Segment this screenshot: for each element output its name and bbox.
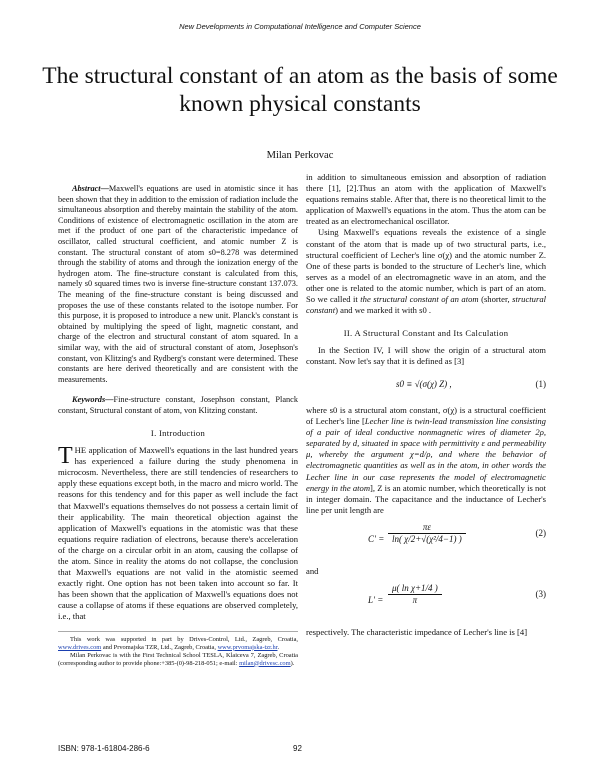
equation-3-denominator: π xyxy=(412,594,418,605)
p4-text-a: where s0 is a structural atom constant, σ(χ) is a structural coefficient of Lecher's line [ xyxy=(306,405,546,427)
intro-paragraph xyxy=(58,445,298,623)
drop-cap: T xyxy=(58,443,73,470)
abstract-label: Abstract— xyxy=(72,184,109,193)
footnote-funding-text: This work was supported in part by Drives-Control, Ltd., Zagreb, Croatia, xyxy=(70,635,298,643)
p2-text-b: (shorter, xyxy=(478,294,513,305)
equation-3-lhs: L′ = xyxy=(368,595,384,606)
abstract xyxy=(58,184,298,385)
running-header: New Developments in Computational Intelligence and Computer Science xyxy=(179,22,421,31)
p2-emphasis-2: structural constant xyxy=(306,294,547,316)
footer-isbn: ISBN: 978-1-61804-286-6 xyxy=(58,744,150,753)
equation-3-numerator: μ( ln χ+1/4 ) xyxy=(388,583,442,595)
footnote-funding-end: . xyxy=(277,643,280,651)
equation-1-number: (1) xyxy=(535,379,546,389)
p2-text-a: Using Maxwell's equations reveals the existence of a single constant of the atom that is made up of two structural parts, i.e., structural coefficient of Lecher's line σ(χ) and the atomic number Z. One of these parts is bonded to the structure of Lecher's line, which serves as a model of an electromagnetic wave in an atom, and the other one is related to the atomic number, which is part of an atom. So we called it xyxy=(306,227,546,305)
equation-3-number: (3) xyxy=(535,589,546,600)
intro-text: HE application of Maxwell's equations in the last hundred years has experienced a failure during the study phenomena in microcosm. Nevertheless, there are still tendencies of researchers to apply these equations except both, in the macro and micro world. The reasons for this tendency and for this paper as well include the fact that Maxwell's equations themselves do not possess a certain limit of their applicability. The main theoretical objection against the application of Maxwell's equations in the atomistic was that these equations require radiation of electrons, because there's acceleration of the charge on a circular orbit in an atom, causing the collapse of the atom. Since in reality the atoms do not collapse, the conclusion that Maxwell's equations are not valid in the atomistic seemed exactly right. One option has not been taken into account so far. It has been shown that the application of Maxwell's equations does not cause a collapse of atoms if these equations are observed completely, i.e., that xyxy=(58,445,298,622)
equation-3-fraction xyxy=(368,583,442,606)
p4-emphasis: Lecher line is twin-lead transmission line consisting of a pair of ideal conductive nonmagnetic wires of diameter 2ρ, separated by d, situated in space with permittivity ε and permeability μ, whereby the argument χ=d/ρ, and where the behavior of electromagnetic quantities as well as in the atom, in other words the Lecher line in our case represents the model of electromagnetic energy in the atom xyxy=(306,416,546,493)
keywords-text: Fine-structure constant, Josephson constant, Planck constant, Structural constant of atom, von Klitzing constant. xyxy=(58,395,298,415)
p2-emphasis: the structural constant of an atom xyxy=(360,294,479,305)
footnote-funding-mid: and Prvomajska TZR, Ltd., Zagreb, Croatia, xyxy=(101,643,218,651)
equation-2-lhs: C′ = xyxy=(368,533,385,544)
and-word: and xyxy=(306,565,319,576)
page-number: 92 xyxy=(293,744,302,753)
author-name: Milan Perkovac xyxy=(266,150,334,161)
p4-text-b: ], Z is an atomic number, which theoretically is not in integer domain. The capacitance and the inductance of Lecher's line per unit length are xyxy=(306,482,546,515)
prvomajska-link[interactable]: www.prvomajska-tzr.hr xyxy=(217,643,278,651)
keywords-label: Keywords— xyxy=(72,395,114,405)
drives-link[interactable]: www.drives.com xyxy=(58,643,102,651)
equation-1 xyxy=(306,373,546,399)
equation-2-number: (2) xyxy=(535,527,546,538)
right-column xyxy=(306,172,546,638)
section-heading-structural-constant: II. A Structural Constant and Its Calculation xyxy=(343,328,509,339)
equation-2-denominator: ln( χ/2+√(χ²/4−1) ) xyxy=(392,533,462,544)
body-paragraph-5: respectively. The characteristic impedance of Lecher's line is [4] xyxy=(306,627,528,638)
equation-2-fraction xyxy=(368,521,466,544)
equation-1-expr: s0 ≡ √(σ(χ) Z) , xyxy=(396,379,452,389)
equation-2 xyxy=(306,522,546,560)
body-paragraph-2 xyxy=(306,227,546,316)
section-heading-introduction: I. Introduction xyxy=(150,428,206,439)
footnote-funding xyxy=(58,636,298,652)
footnote-author-text: Milan Perkovac is with the First Technical School TESLA, Klaiceva 7, Zagreb, Croatia (corresponding author to provide phone:+385-(0)-98-218-051; e-mail: xyxy=(58,651,298,667)
left-column xyxy=(58,172,298,668)
abstract-text: Maxwell's equations are used in atomistic since it has been shown that they in addition to the emission of radiation include the simultaneous absorption and thereby maintain the stability of the atom. Conditions of existence of electromagnetic oscillation in the atom are met if the product of one part of the characteristic impedance of oscillator, called structural coefficient, and atomic number Z is constant. The structural constant of atom s0=8.278 was determined through the stability of atoms and through the ionization energy of the hydrogen atom. The fine-structure constant is calculated from this, namely s0 squared times two is inverse fine-structure constant 137.073. The meaning of the fine-structure constant is being discussed and proposes the use of these constants related to the isotope number. For this purpose, it is proposed to introduce a new unit. Planck's constant is obtained by multiplying the speed of light, magnetic constant, and charge of the electron and structural constant of atom squared. In a similar way, with the aid of structural constant of atom, Josephson's constant, von Klitzing's and Rydberg's constant were determined. These constants are here derived theoretically and are consistent with the measurements. xyxy=(58,184,298,384)
footnote-author xyxy=(58,652,298,668)
p2-text-c: ) and we marked it with s0 . xyxy=(335,305,432,316)
body-paragraph-1: in addition to simultaneous emission and absorption of radiation there [1], [2].Thus an atom with the application of Maxwell's equations remains stable. After that, there is no theoretical limit to the application of Maxwell's equations in the atom. Thus the atom can be treated as an electromechanical oscillator. xyxy=(306,172,546,227)
footnotes xyxy=(58,631,298,668)
equation-3 xyxy=(306,583,546,621)
email-link[interactable]: milan@drivesc.com xyxy=(239,659,291,667)
body-paragraph-3: In the Section IV, I will show the origin of a structural atom constant. Now let's say that it is defined as [3] xyxy=(306,344,546,366)
body-paragraph-4 xyxy=(306,405,546,516)
equation-2-numerator: πε xyxy=(388,522,466,534)
footnote-author-end: ). xyxy=(290,659,295,667)
paper-title: The structural constant of an atom as the basis of some known physical constants xyxy=(42,63,558,117)
keywords xyxy=(58,395,298,416)
